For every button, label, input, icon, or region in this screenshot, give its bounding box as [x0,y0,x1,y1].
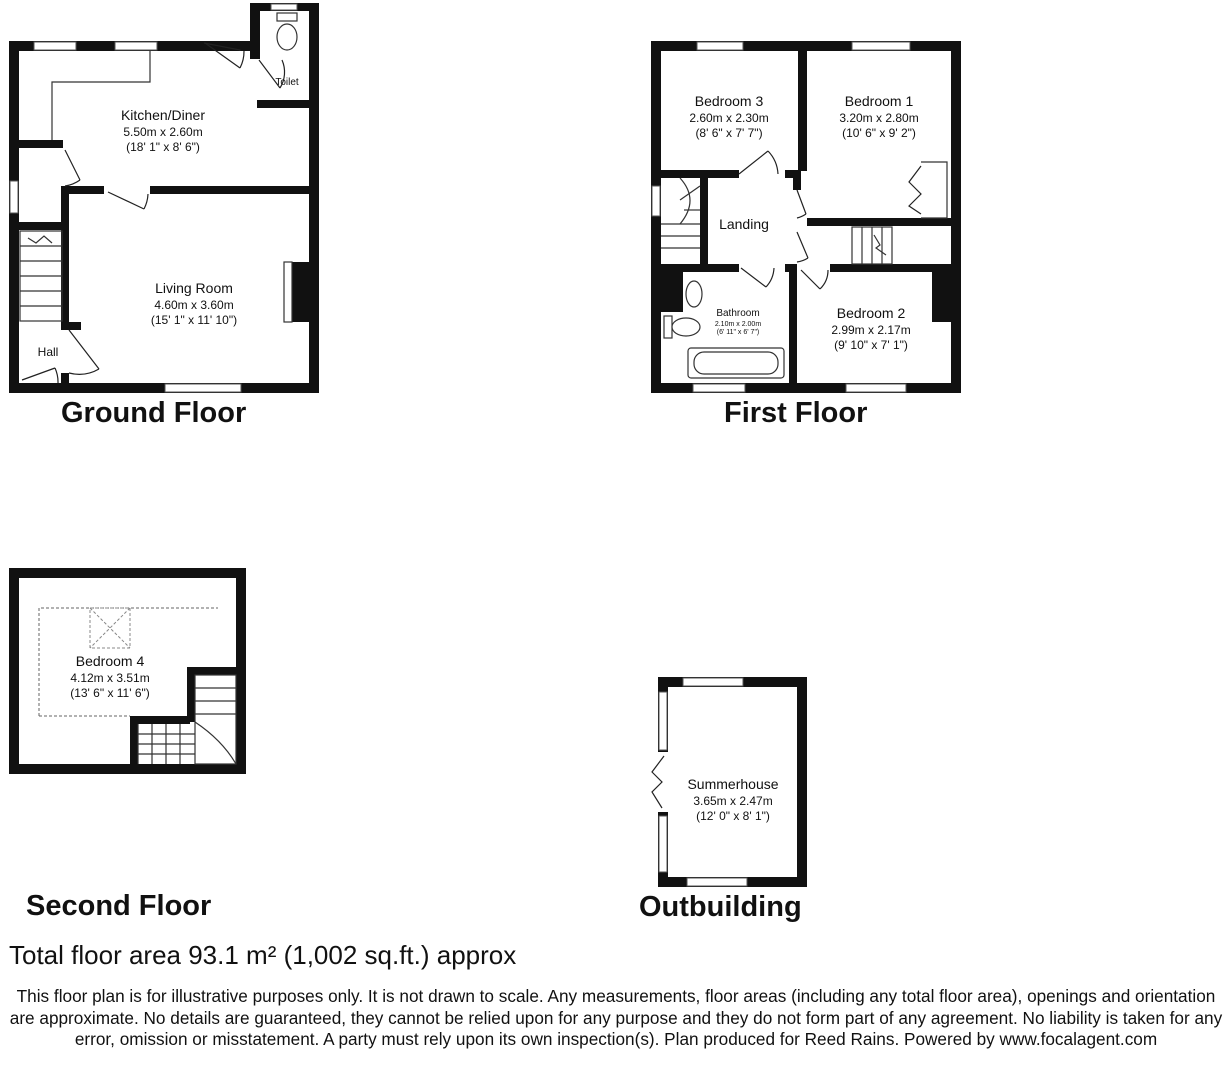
door-swing [797,214,806,218]
wall [19,222,63,230]
first-floor-plan [651,41,961,393]
wall [9,568,19,774]
toilet-icon [277,24,297,50]
wall [807,218,951,226]
bathroom-label: Bathroom [716,308,760,319]
wall [187,667,195,722]
ground-floor-plan [9,3,319,393]
door-swing [240,51,244,68]
bedroom4-metric: 4.12m x 3.51m [70,671,150,685]
window [115,42,157,50]
second-floor-plan [9,568,246,774]
window [693,384,745,392]
front-door [22,368,55,380]
wall [250,3,260,59]
wall [19,140,63,148]
door [108,192,144,209]
door-swing [820,270,828,289]
door [739,151,768,174]
door-swing [797,258,808,262]
wall [309,3,319,115]
window [34,42,76,50]
wall [793,170,801,190]
wall [61,373,69,387]
toilet-label: Toilet [275,77,299,88]
stairs-icon [20,231,62,321]
window [165,384,241,392]
door-swing [55,368,58,383]
bedroom2-imperial: (9' 10" x 7' 1") [834,338,908,352]
wardrobe [921,162,947,218]
bedroom2-label: Bedroom 2 [836,305,906,321]
bathroom-imperial: (6' 11" x 6' 7") [716,329,760,336]
skylight-icon [90,608,130,648]
kitchen-imperial: (18' 1" x 8' 6") [126,140,200,154]
wall [661,170,739,178]
summerhouse-label: Summerhouse [687,776,779,792]
wall [789,264,797,383]
bedroom1-label: Bedroom 1 [844,93,914,109]
wall [309,108,319,393]
wall [651,41,661,393]
living-room-label: Living Room [155,280,233,296]
wall [64,186,104,194]
wall [9,383,319,393]
outbuilding-plan [652,677,807,887]
wall [61,322,81,330]
wall [9,764,246,774]
bedroom3-imperial: (8' 6" x 7' 7") [695,126,763,140]
window [10,181,18,213]
door [741,268,766,287]
first-floor-title: First Floor [724,397,868,429]
fireplace-icon [284,262,292,322]
living-room-imperial: (15' 1" x 11' 10") [150,313,238,327]
bedroom4-imperial: (13' 6" x 11' 6") [70,686,150,700]
summerhouse-metric: 3.65m x 2.47m [693,794,773,808]
kitchen-metric: 5.50m x 2.60m [123,125,203,139]
second-floor-title: Second Floor [26,890,212,922]
wardrobe-doors [909,166,921,214]
window [697,42,743,50]
wall [797,677,807,887]
window [846,384,906,392]
door-swing [144,194,148,209]
bedroom3-metric: 2.60m x 2.30m [689,111,769,125]
door [797,190,806,214]
window [687,878,747,886]
wall [830,264,951,272]
bedroom1-metric: 3.20m x 2.80m [839,111,919,125]
landing-label: Landing [719,216,769,232]
bathroom-metric: 2.10m x 2.00m [714,321,762,328]
wall [236,568,246,774]
door [801,270,820,289]
bath-basin [694,352,778,374]
bedroom2-metric: 2.99m x 2.17m [831,323,911,337]
window [659,692,667,750]
wall [700,178,708,264]
wall [661,264,739,272]
wall [798,51,807,171]
outbuilding-title: Outbuilding [639,891,802,923]
bedroom1-imperial: (10' 6" x 9' 2") [842,126,916,140]
window [652,186,660,216]
total-floor-area: Total floor area 93.1 m² (1,002 sq.ft.) approx [9,940,517,970]
wall [951,41,961,393]
kitchen-label: Kitchen/Diner [120,107,206,123]
window [852,42,910,50]
door-swing [65,180,80,186]
summerhouse-imperial: (12' 0" x 8' 1") [696,809,770,823]
bedroom4-label: Bedroom 4 [75,653,145,669]
living-room-metric: 4.60m x 3.60m [154,298,234,312]
window [271,4,297,10]
bedroom3-label: Bedroom 3 [694,93,764,109]
window [683,678,743,686]
ground-floor-title: Ground Floor [61,397,247,429]
wall [9,41,19,393]
door [797,232,808,258]
door [65,150,80,180]
disclaimer-text: This floor plan is for illustrative purposes only. It is not drawn to scale. Any measurements, floor areas (including any total floor area), openings and orientation are approximate. No details are guaranteed, they cannot be relied upon for any purpose and they do not form part of any agreement. No liability is taken for any error, omission or misstatement. A party must rely upon its own inspection(s). Plan produced for Reed Rains. Powered by www.focalagent.com [9,986,1223,1049]
wall [150,186,310,194]
door-swing [69,369,99,374]
door [69,330,99,369]
wall [9,568,246,578]
door-swing [768,151,778,174]
chimney-breast [290,262,309,322]
chimney [661,272,683,312]
window [659,816,667,872]
cistern-icon [277,13,297,21]
hall-label: Hall [37,345,59,359]
wall [187,667,236,675]
chimney [932,272,951,322]
wall [257,100,319,108]
door-swing [766,268,774,287]
cistern-icon [664,316,672,338]
wall [130,716,190,724]
basin-icon [686,281,702,307]
toilet-icon [672,318,700,336]
